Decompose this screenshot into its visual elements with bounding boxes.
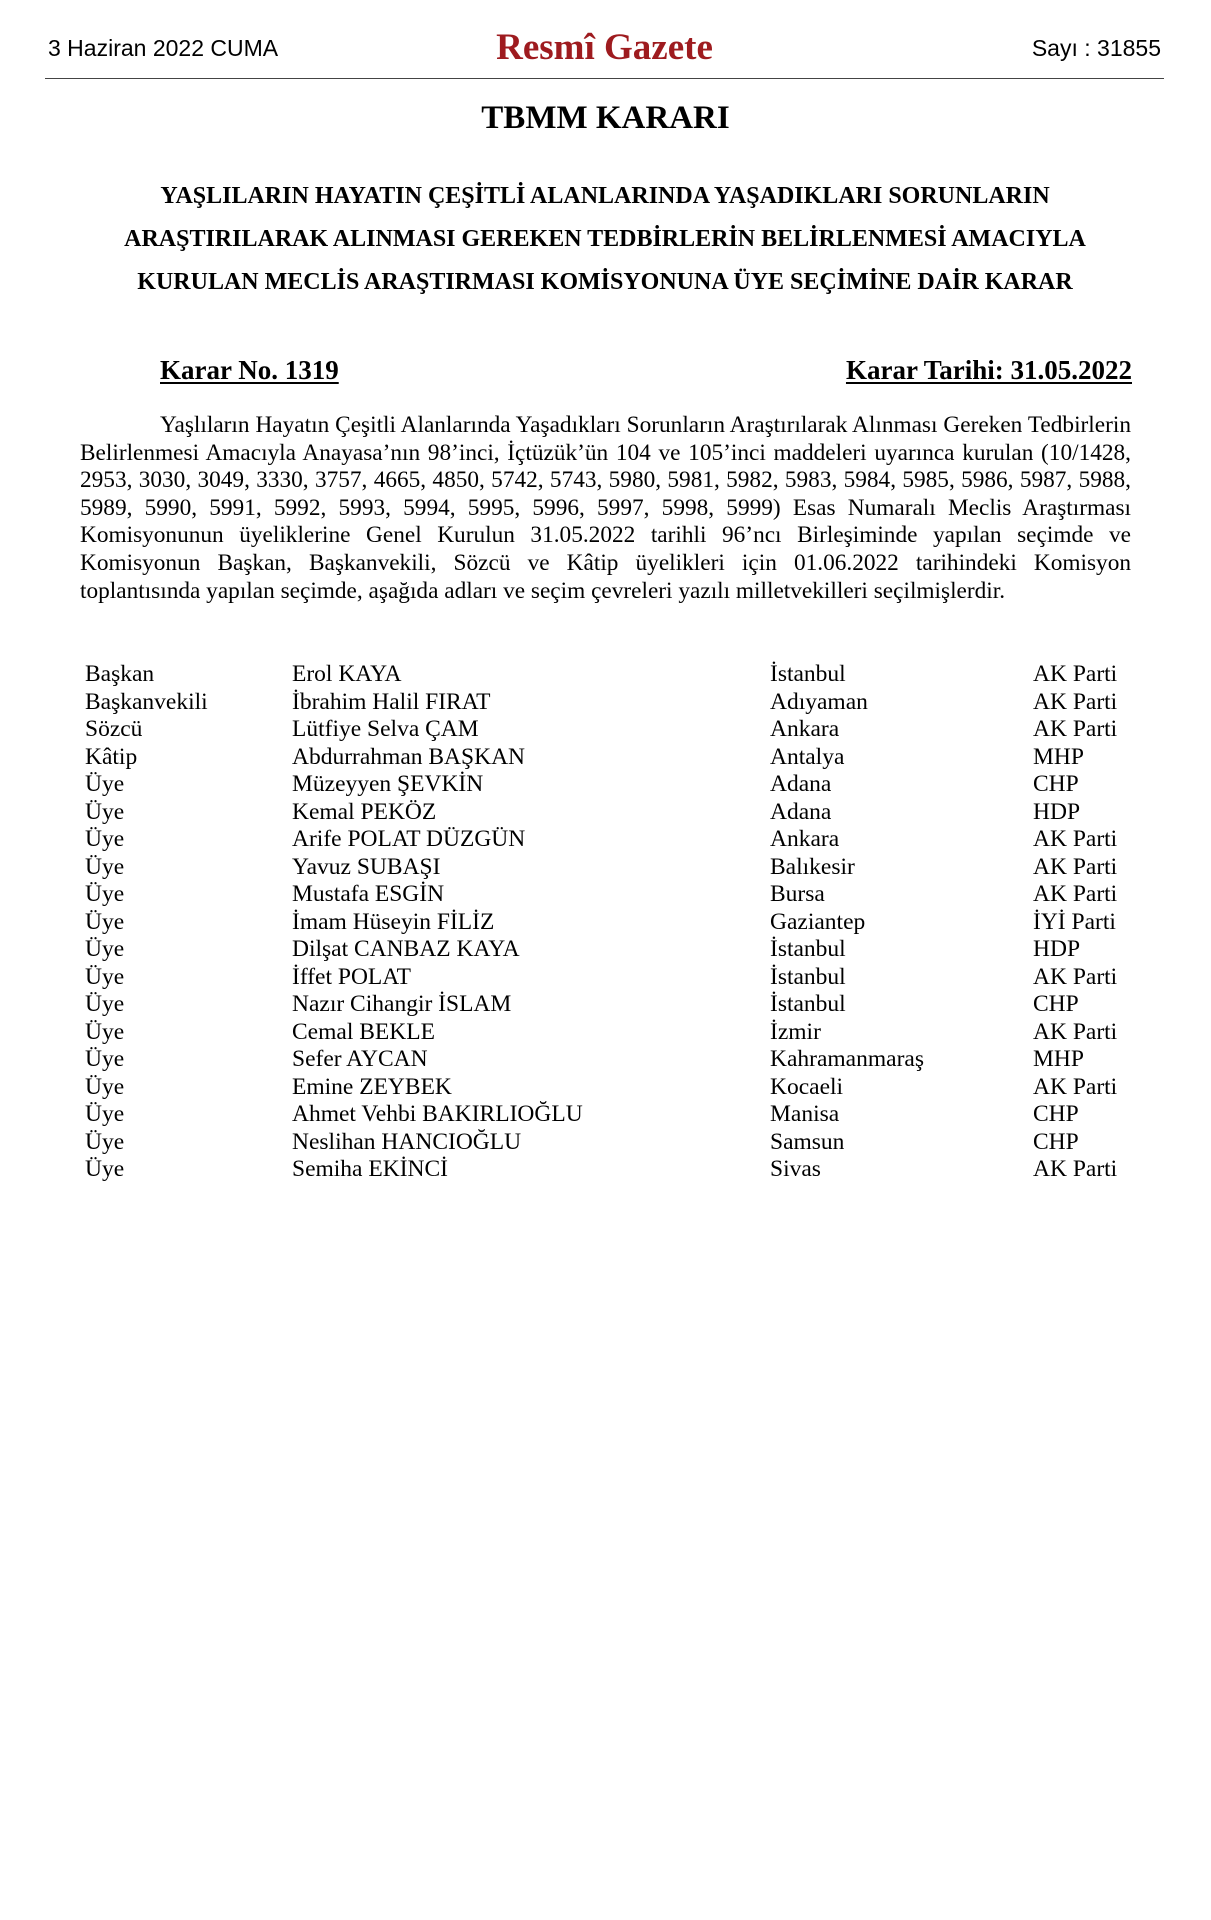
member-role: Üye (85, 1101, 125, 1127)
header-divider (45, 78, 1164, 79)
member-party: CHP (1033, 771, 1079, 797)
member-name: İmam Hüseyin FİLİZ (292, 908, 495, 935)
member-party: AK Parti (1033, 1018, 1118, 1045)
member-role: Üye (85, 1073, 125, 1100)
member-row (85, 716, 1145, 744)
member-party: AK Parti (1033, 1073, 1118, 1100)
member-party: İYİ Parti (1033, 908, 1116, 935)
member-role: Üye (85, 1128, 125, 1155)
member-constituency: Adıyaman (770, 688, 868, 715)
member-row (85, 826, 1145, 854)
member-name: Neslihan HANCIOĞLU (292, 1128, 522, 1155)
member-constituency: İstanbul (770, 936, 846, 962)
member-row (85, 1101, 1145, 1129)
member-constituency: Balıkesir (770, 853, 855, 880)
member-party: AK Parti (1033, 853, 1118, 880)
member-name: Lütfiye Selva ÇAM (292, 716, 479, 742)
member-row (85, 771, 1145, 799)
member-row (85, 1019, 1145, 1047)
member-table (85, 661, 1145, 1184)
member-role: Üye (85, 1018, 125, 1045)
member-role: Üye (85, 826, 125, 852)
member-role: Üye (85, 853, 125, 880)
member-party: AK Parti (1033, 881, 1118, 907)
member-role: Üye (85, 1046, 125, 1072)
member-party: MHP (1033, 743, 1084, 770)
member-constituency: Kocaeli (770, 1073, 844, 1100)
member-party: CHP (1033, 1128, 1079, 1155)
member-name: Arife POLAT DÜZGÜN (292, 826, 526, 852)
member-role: Sözcü (85, 716, 143, 742)
member-role: Üye (85, 908, 125, 935)
issue-number: Sayı : 31855 (1031, 35, 1161, 61)
member-role: Üye (85, 963, 125, 990)
member-party: HDP (1033, 798, 1081, 825)
member-constituency: İstanbul (770, 963, 846, 990)
member-party: AK Parti (1033, 716, 1118, 742)
member-row (85, 689, 1145, 717)
member-party: AK Parti (1033, 661, 1118, 687)
member-name: İbrahim Halil FIRAT (292, 688, 491, 715)
member-constituency: Adana (770, 771, 832, 797)
member-party: AK Parti (1033, 826, 1118, 852)
member-name: Semiha EKİNCİ (292, 1156, 448, 1182)
member-name: Emine ZEYBEK (292, 1073, 452, 1100)
member-constituency: Samsun (770, 1128, 845, 1155)
member-constituency: Ankara (770, 826, 840, 852)
member-constituency: Kahramanmaraş (770, 1046, 924, 1072)
member-row (85, 909, 1145, 937)
member-row (85, 1156, 1145, 1184)
member-name: Nazır Cihangir İSLAM (292, 991, 512, 1017)
member-constituency: İzmir (770, 1018, 821, 1045)
member-row (85, 936, 1145, 964)
member-row (85, 1074, 1145, 1102)
publication-date: 3 Haziran 2022 CUMA (48, 35, 279, 61)
decision-body: Yaşlıların Hayatın Çeşitli Alanlarında Yaşadıkları Sorunların Araştırılarak Alınması Gereken Tedbirlerin Belirlenmesi Amacıyla Anayasa’nın 98’inci, İçtüzük’ün 104 ve 105’inci maddeleri uyarınca kurulan (10/1428, 2953, 3030, 3049, 3330, 3757, 4665, 4850, 5742, 5743, 5980, 5981, 5982, 5983, 5984, 5985, 5986, 5987, 5988, 5989, 5990, 5991, 5992, 5993, 5994, 5995, 5996, 5997, 5998, 5999) Esas Numaralı Meclis Araştırması Komisyonunun üyeliklerine Genel Kurulun 31.05.2022 tarihli 96’ncı Birleşiminde yapılan seçimde ve Komisyonun Başkan, Başkanvekili, Sözcü ve Kâtip üyelikleri için 01.06.2022 tarihindeki Komisyon toplantısında yapılan seçimde, aşağıda adları ve seçim çevreleri yazılı milletvekilleri seçilmişlerdir. (80, 412, 1131, 604)
member-party: AK Parti (1033, 1156, 1118, 1182)
decision-title: YAŞLILARIN HAYATIN ÇEŞİTLİ ALANLARINDA YAŞADIKLARI SORUNLARIN ARAŞTIRILARAK ALINMASI GEREKEN TEDBİRLERİN BELİRLENMESİ AMACIYLA KURULAN MECLİS ARAŞTIRMASI KOMİSYONUNA ÜYE SEÇİMİNE DAİR KARAR (124, 183, 1086, 295)
member-party: AK Parti (1033, 963, 1118, 990)
member-row (85, 744, 1145, 772)
member-role: Üye (85, 1156, 125, 1182)
member-role: Başkanvekili (85, 688, 208, 715)
decision-number: Karar No. 1319 (160, 355, 339, 385)
member-role: Başkan (85, 661, 155, 687)
member-role: Üye (85, 936, 125, 962)
decision-meta (160, 355, 1132, 391)
member-name: Sefer AYCAN (292, 1046, 428, 1072)
member-constituency: Gaziantep (770, 908, 866, 935)
member-party: MHP (1033, 1046, 1084, 1072)
member-row (85, 991, 1145, 1019)
member-role: Kâtip (85, 743, 138, 770)
member-constituency: Antalya (770, 743, 845, 770)
member-row (85, 881, 1145, 909)
member-row (85, 661, 1145, 689)
member-name: Dilşat CANBAZ KAYA (292, 936, 520, 962)
member-row (85, 854, 1145, 882)
member-row (85, 1129, 1145, 1157)
member-party: CHP (1033, 991, 1079, 1017)
member-constituency: Sivas (770, 1156, 821, 1182)
member-constituency: Bursa (770, 881, 825, 907)
page-header (45, 26, 1164, 78)
member-constituency: İstanbul (770, 991, 846, 1017)
member-name: Cemal BEKLE (292, 1018, 435, 1045)
member-name: Ahmet Vehbi BAKIRLIOĞLU (292, 1101, 583, 1127)
member-party: HDP (1033, 936, 1081, 962)
member-party: AK Parti (1033, 688, 1118, 715)
member-constituency: Manisa (770, 1101, 840, 1127)
member-role: Üye (85, 881, 125, 907)
member-name: Erol KAYA (292, 661, 402, 687)
member-name: Müzeyyen ŞEVKİN (292, 771, 484, 797)
member-constituency: İstanbul (770, 661, 846, 687)
member-name: Mustafa ESGİN (292, 881, 445, 907)
decision-date: Karar Tarihi: 31.05.2022 (845, 355, 1132, 385)
member-name: Kemal PEKÖZ (292, 798, 437, 825)
gazette-title: Resmî Gazete (496, 27, 713, 68)
member-name: Yavuz SUBAŞI (292, 853, 441, 880)
member-party: CHP (1033, 1101, 1079, 1127)
member-constituency: Adana (770, 798, 832, 825)
document-type: TBMM KARARI (481, 100, 730, 136)
member-constituency: Ankara (770, 716, 840, 742)
member-row (85, 1046, 1145, 1074)
member-role: Üye (85, 771, 125, 797)
member-row (85, 799, 1145, 827)
member-role: Üye (85, 991, 125, 1017)
member-name: İffet POLAT (292, 963, 412, 990)
member-row (85, 964, 1145, 992)
member-role: Üye (85, 798, 125, 825)
member-name: Abdurrahman BAŞKAN (292, 743, 526, 770)
